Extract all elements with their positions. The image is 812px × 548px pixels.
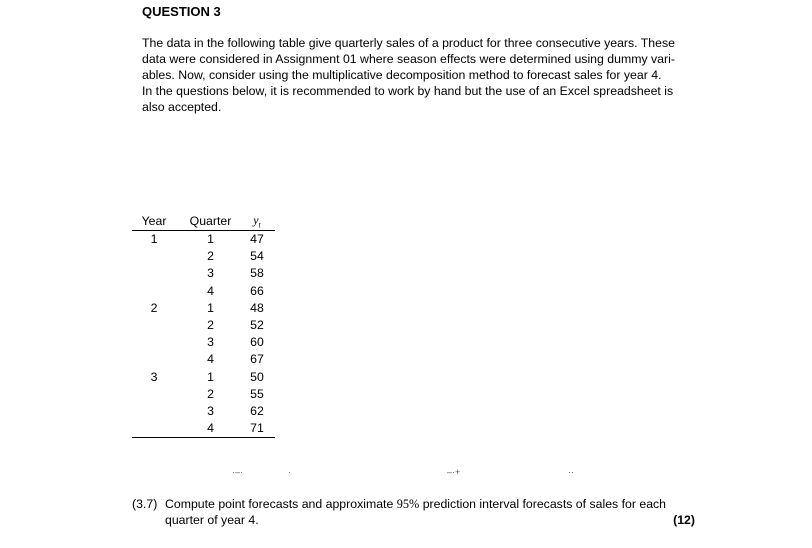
quarter-column-header: Quarter <box>189 214 232 228</box>
question-number: (3.7) <box>132 497 158 511</box>
question-line-2 <box>132 512 695 528</box>
year-cell <box>132 386 176 403</box>
table-body <box>132 231 275 438</box>
table-header-row <box>132 212 275 231</box>
intro-line: In the questions below, it is recommended to work by hand but the use of an Excel spreadsheet is <box>142 84 674 98</box>
quarter-cell: 2 <box>207 386 214 401</box>
sales-cell: 67 <box>250 352 264 367</box>
table-row <box>132 317 275 334</box>
table-row <box>132 265 275 282</box>
year-cell <box>132 265 176 282</box>
sales-cell: 52 <box>250 318 264 333</box>
sales-cell: 47 <box>250 232 264 247</box>
sales-column-header <box>239 212 275 231</box>
quarter-cell: 3 <box>207 403 214 418</box>
sales-cell: 71 <box>239 420 275 438</box>
sales-cell: 54 <box>250 249 264 264</box>
table-row <box>132 334 275 351</box>
intro-line: The data in the following table give quarterly sales of a product for three consecutive years. These <box>142 36 675 50</box>
year-cell <box>132 403 176 420</box>
question-text-b: prediction interval forecasts of sales for each <box>419 497 667 511</box>
sales-table <box>132 212 275 438</box>
sales-cell: 48 <box>250 300 264 315</box>
question-percent: 95% <box>396 497 420 511</box>
year-cell <box>132 317 176 334</box>
table-row <box>132 386 275 403</box>
table-row <box>132 300 275 317</box>
sales-cell: 55 <box>250 386 264 401</box>
sales-cell: 50 <box>250 369 264 384</box>
yt-subscript: t <box>258 220 261 230</box>
year-cell <box>132 248 176 265</box>
quarter-cell: 4 <box>207 352 214 367</box>
quarter-cell: 1 <box>207 300 214 315</box>
quarter-cell: 4 <box>176 420 239 438</box>
year-cell <box>132 283 176 300</box>
sales-cell: 58 <box>250 266 264 281</box>
quarter-cell: 3 <box>207 266 214 281</box>
sales-cell: 60 <box>250 335 264 350</box>
intro-line: also accepted. <box>142 100 222 114</box>
year-cell: 2 <box>150 300 158 315</box>
table-row <box>132 403 275 420</box>
quarter-cell: 4 <box>207 283 214 298</box>
intro-line: data were considered in Assignment 01 where season effects were determined using dummy vari- <box>142 52 675 66</box>
quarter-cell: 2 <box>207 249 214 264</box>
table-row <box>132 420 275 438</box>
year-cell <box>132 334 176 351</box>
question-line-1 <box>132 496 695 512</box>
year-cell <box>132 351 176 368</box>
table-row <box>132 248 275 265</box>
sales-cell: 66 <box>250 283 264 298</box>
yt-symbol: y <box>253 212 259 227</box>
quarter-cell: 2 <box>207 318 214 333</box>
intro-paragraph <box>142 35 702 115</box>
question-heading: QUESTION 3 <box>142 4 221 19</box>
scan-artifact: ·· <box>568 467 574 477</box>
year-cell <box>132 420 176 438</box>
year-cell: 3 <box>150 369 158 384</box>
question-marks: (12) <box>673 513 695 527</box>
intro-line: ables. Now, consider using the multiplicative decomposition method to forecast sales for year 4. <box>142 68 662 82</box>
quarter-cell: 1 <box>207 232 214 247</box>
sales-cell: 62 <box>250 403 264 418</box>
year-column-header: Year <box>141 214 167 228</box>
scan-artifact: · <box>288 467 291 477</box>
quarter-cell: 3 <box>207 335 214 350</box>
scan-artifact: –·+ <box>447 467 461 477</box>
question-text-a: Compute point forecasts and approximate <box>165 497 397 511</box>
table-row <box>132 231 275 249</box>
year-cell: 1 <box>150 232 158 247</box>
quarter-cell: 1 <box>207 369 214 384</box>
question-text-c: quarter of year 4. <box>165 513 259 527</box>
table-row <box>132 351 275 368</box>
table-row <box>132 283 275 300</box>
scan-artifact: ·–· <box>232 467 243 477</box>
table-row <box>132 369 275 386</box>
question-3-7 <box>132 496 695 528</box>
